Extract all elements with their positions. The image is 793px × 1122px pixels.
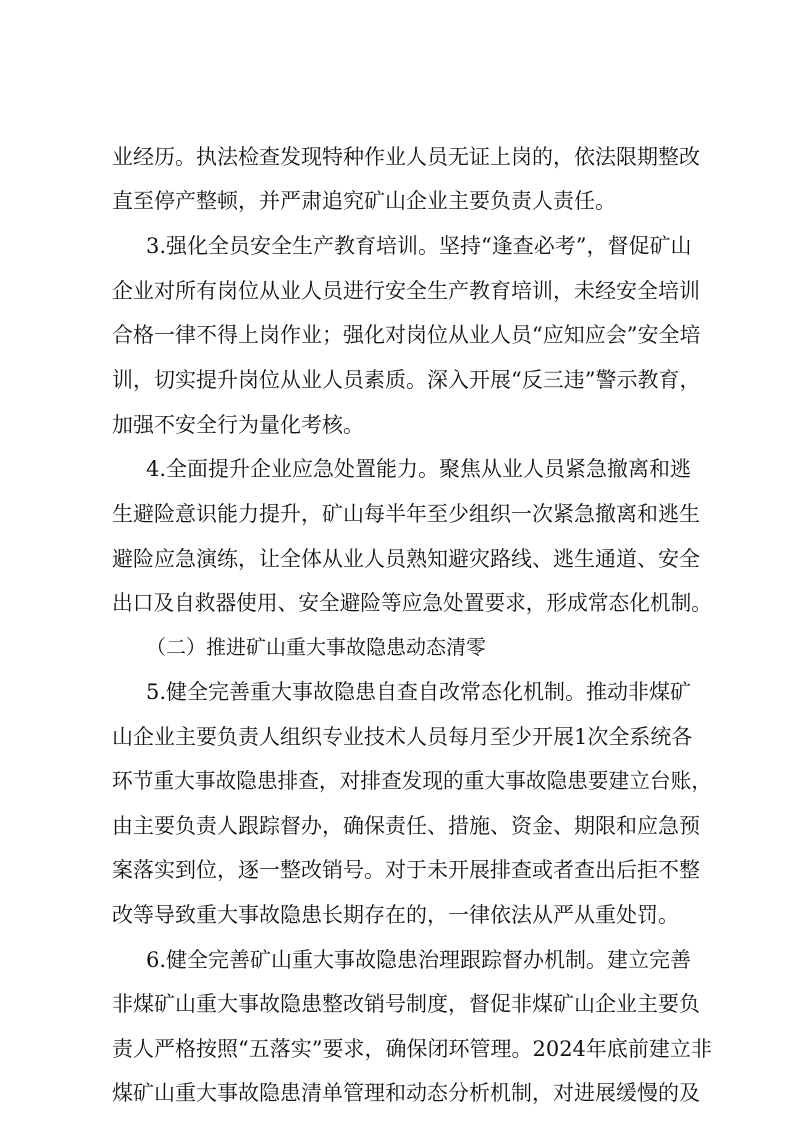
text-line: 5.健全完善重大事故隐患自查自改常态化机制。推动非煤矿 — [146, 680, 692, 704]
text-line: 4.全面提升企业应急处置能力。聚焦从业人员紧急撤离和逃 — [146, 457, 692, 481]
text-line: 案落实到位，逐一整改销号。对于未开展排查或者查出后拒不整 — [112, 858, 700, 882]
text-line: 避险应急演练，让全体从业人员熟知避灾路线、逃生通道、安全 — [112, 547, 700, 571]
section-heading: （二）推进矿山重大事故隐患动态清零 — [146, 635, 486, 659]
text-line: 加强不安全行为量化考核。 — [112, 413, 364, 437]
text-line: 6.健全完善矿山重大事故隐患治理跟踪督办机制。建立完善 — [146, 948, 692, 972]
text-line: 3.强化全员安全生产教育培训。坚持“逢查必考”，督促矿山 — [146, 234, 692, 258]
text-line: 业经历。执法检查发现特种作业人员无证上岗的，依法限期整改 — [112, 145, 700, 169]
text-line: 出口及自救器使用、安全避险等应急处置要求，形成常态化机制。 — [112, 591, 712, 615]
text-line: 非煤矿山重大事故隐患整改销号制度，督促非煤矿山企业主要负 — [112, 992, 700, 1016]
text-line: 责人严格按照“五落实”要求，确保闭环管理。2024年底前建立非 — [112, 1037, 712, 1061]
text-line: 由主要负责人跟踪督办，确保责任、措施、资金、期限和应急预 — [112, 814, 700, 838]
text-line: 生避险意识能力提升，矿山每半年至少组织一次紧急撤离和逃生 — [112, 502, 700, 526]
text-line: 改等导致重大事故隐患长期存在的，一律依法从严从重处罚。 — [112, 903, 679, 927]
text-line: 环节重大事故隐患排查，对排查发现的重大事故隐患要建立台账， — [112, 769, 712, 793]
text-line: 企业对所有岗位从业人员进行安全生产教育培训，未经安全培训 — [112, 279, 700, 303]
text-line: 直至停产整顿，并严肃追究矿山企业主要负责人责任。 — [112, 189, 616, 213]
text-line: 煤矿山重大事故隐患清单管理和动态分析机制，对进展缓慢的及 — [112, 1081, 700, 1105]
text-line: 山企业主要负责人组织专业技术人员每月至少开展1次全系统各 — [112, 725, 693, 749]
text-line: 训，切实提升岗位从业人员素质。深入开展“反三违”警示教育， — [112, 368, 701, 392]
text-line: 合格一律不得上岗作业；强化对岗位从业人员“应知应会”安全培 — [112, 323, 701, 347]
